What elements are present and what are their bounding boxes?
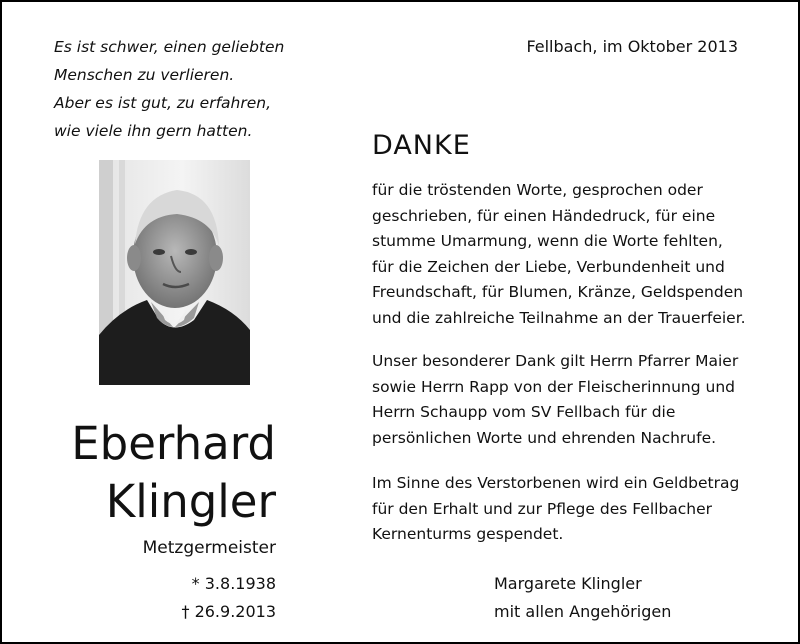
birth-date: * 3.8.1938 [191,574,276,593]
memorial-quote [54,33,284,145]
paragraph-line: für den Erhalt und zur Pflege des Fellbacher [372,499,713,518]
signature-block [494,570,671,626]
paragraph-line: geschrieben, für einen Händedruck, für eine [372,206,716,225]
place-date: Fellbach, im Oktober 2013 [526,37,738,56]
quote-line: Aber es ist gut, zu erfahren, [54,94,272,112]
paragraph-line: und die zahlreiche Teilnahme an der Trauerfeier. [372,308,746,327]
paragraph-line: Kernenturms gespendet. [372,525,564,543]
special-thanks-paragraph [372,349,738,451]
deceased-first-name: Eberhard [71,417,276,470]
paragraph-line: Im Sinne des Verstorbenen wird ein Geldbetrag [372,474,740,492]
paragraph-line: stumme Umarmung, wenn die Worte fehlten, [372,232,723,250]
signature-line: mit allen Angehörigen [494,602,672,621]
life-dates [181,570,276,626]
signature-line: Margarete Klingler [494,574,642,593]
donation-paragraph [372,471,739,548]
portrait-photo [99,160,250,385]
paragraph-line: Unser besonderer Dank gilt Herrn Pfarrer Maier [372,352,739,370]
death-date: † 26.9.2013 [181,602,276,621]
quote-line: Menschen zu verlieren. [54,66,235,84]
quote-line: wie viele ihn gern hatten. [54,122,253,140]
thanks-paragraph [372,178,746,331]
paragraph-line: Herrn Schaupp vom SV Fellbach für die [372,403,676,421]
paragraph-line: Freundschaft, für Blumen, Kränze, Geldspenden [372,283,744,301]
paragraph-line: persönlichen Worte und ehrenden Nachrufe. [372,428,717,447]
thanks-title: DANKE [372,130,471,161]
paragraph-line: für die Zeichen der Liebe, Verbundenheit und [372,257,725,276]
quote-line: Es ist schwer, einen geliebten [54,38,285,56]
deceased-last-name: Klingler [105,475,276,528]
deceased-profession: Metzgermeister [142,538,276,558]
paragraph-line: für die tröstenden Worte, gesprochen oder [372,181,703,199]
paragraph-line: sowie Herrn Rapp von der Fleischerinnung und [372,377,736,396]
